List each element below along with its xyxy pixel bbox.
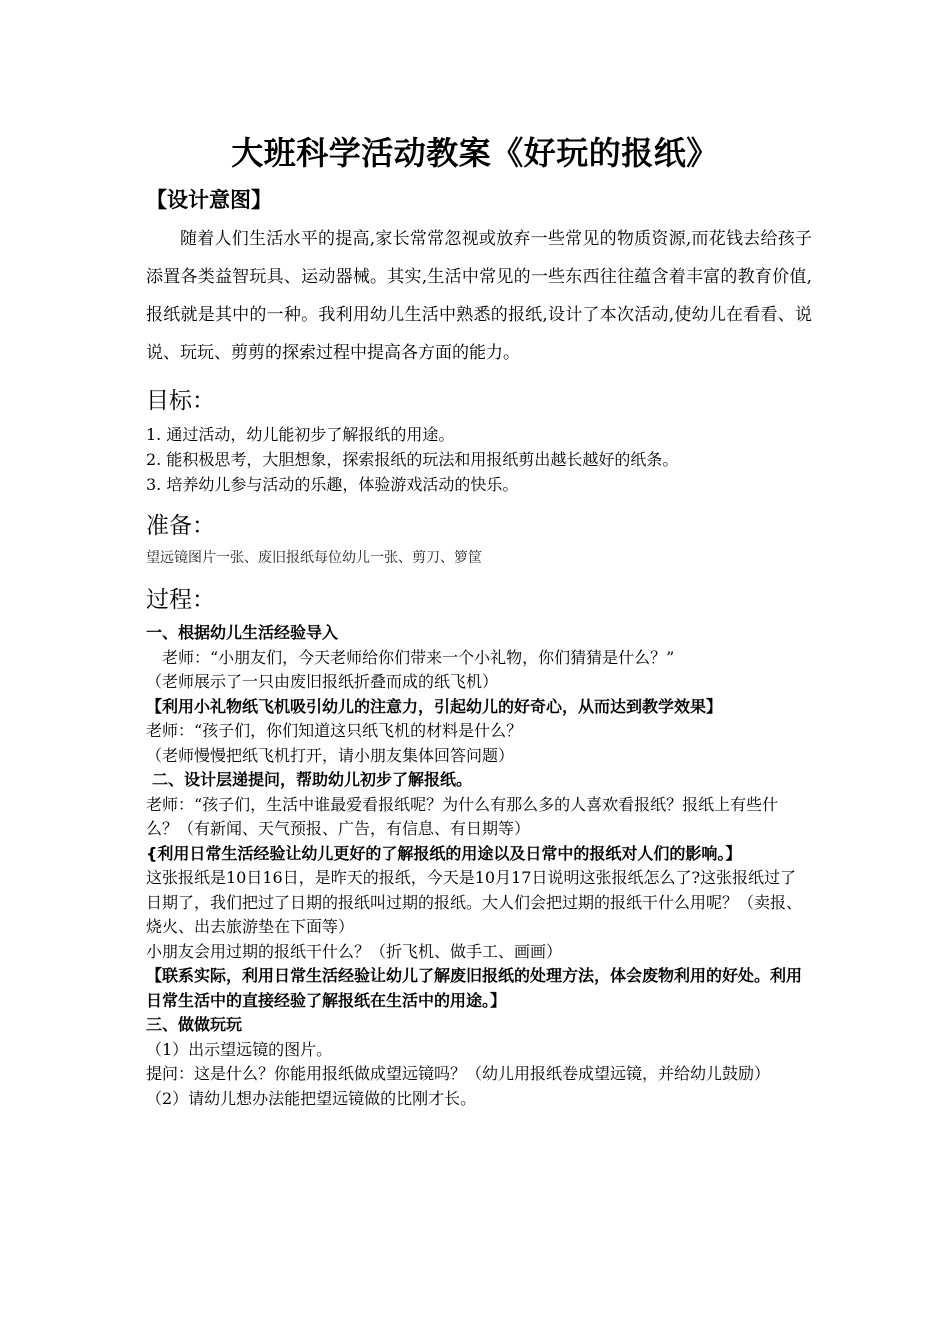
activity-item: （1）出示望远镜的图片。	[146, 1039, 333, 1059]
discussion-paragraph: 这张报纸是10日16日，是昨天的报纸，今天是10月17日说明这张报纸怎么了?这张报纸过了日期了，我们把过了日期的报纸叫过期的报纸。大人们会把过期的报纸干什么用呢？（卖报、烧火、出去旅游垫在下面等）	[146, 868, 803, 936]
goals-heading: 目标：	[146, 388, 215, 414]
teacher-action: （老师展示了一只由废旧报纸折叠而成的纸飞机）	[146, 672, 499, 691]
goal-item: 3. 培养幼儿参与活动的乐趣，体验游戏活动的快乐。	[146, 475, 519, 494]
teacher-dialogue: 老师：“小朋友们，今天老师给你们带来一个小礼物，你们猜猜是什么？”	[162, 647, 675, 667]
goals-list	[146, 422, 836, 497]
teaching-note: {利用日常生活经验让幼儿更好的了解报纸的用途以及日常中的报纸对人们的影响。】	[146, 843, 742, 863]
discussion-question: 小朋友会用过期的报纸干什么？（折飞机、做手工、画画）	[146, 941, 563, 961]
activity-item: （2）请幼儿想办法能把望远镜做的比刚才长。	[146, 1088, 477, 1108]
goal-item: 2. 能积极思考，大胆想象，探索报纸的玩法和用报纸剪出越长越好的纸条。	[146, 450, 679, 469]
teacher-dialogue: 老师：“孩子们，生活中谁最爱看报纸呢？为什么有那么多的人喜欢看报纸？报纸上有些什么？（有新闻、天气预报、广告，有信息、有日期等）	[146, 794, 779, 838]
design-intent-paragraph: 随着人们生活水平的提高,家长常常忽视或放弃一些常见的物质资源,而花钱去给孩子添置各类益智玩具、运动器械。其实,生活中常见的一些东西往往蕴含着丰富的教育价值,报纸就是其中的一种。我利用幼儿生活中熟悉的报纸,设计了本次活动,使幼儿在看看、说说、玩玩、剪剪的探索过程中提高各方面的能力。	[146, 229, 812, 363]
prep-heading: 准备：	[146, 513, 215, 539]
process-body	[146, 621, 810, 1111]
goal-item: 1. 通过活动，幼儿能初步了解报纸的用途。	[146, 425, 455, 444]
teacher-action: （老师慢慢把纸飞机打开，请小朋友集体回答问题）	[146, 745, 515, 765]
step-2-heading: 二、设计层递提问，帮助幼儿初步了解报纸。	[152, 770, 473, 789]
prep-materials: 望远镜图片一张、废旧报纸每位幼儿一张、剪刀、箩筐	[146, 550, 482, 566]
activity-question: 提问：这是什么？你能用报纸做成望远镜吗？（幼儿用报纸卷成望远镜，并给幼儿鼓励）	[146, 1064, 771, 1083]
document-title: 大班科学活动教案《好玩的报纸》	[231, 134, 719, 172]
teaching-note: 【联系实际，利用日常生活经验让幼儿了解废旧报纸的处理方法，体会废物利用的好处。利用日常生活中的直接经验了解报纸在生活中的用途。】	[146, 966, 803, 1010]
step-1-heading: 一、根据幼儿生活经验导入	[146, 623, 339, 642]
teaching-note: 【利用小礼物纸飞机吸引幼儿的注意力，引起幼儿的好奇心，从而达到教学效果】	[146, 696, 723, 716]
step-3-heading: 三、做做玩玩	[146, 1015, 243, 1034]
process-heading: 过程：	[146, 587, 215, 613]
teacher-dialogue: 老师：“孩子们，你们知道这只纸飞机的材料是什么？	[146, 721, 523, 740]
design-intent-heading: 【设计意图】	[146, 188, 272, 212]
